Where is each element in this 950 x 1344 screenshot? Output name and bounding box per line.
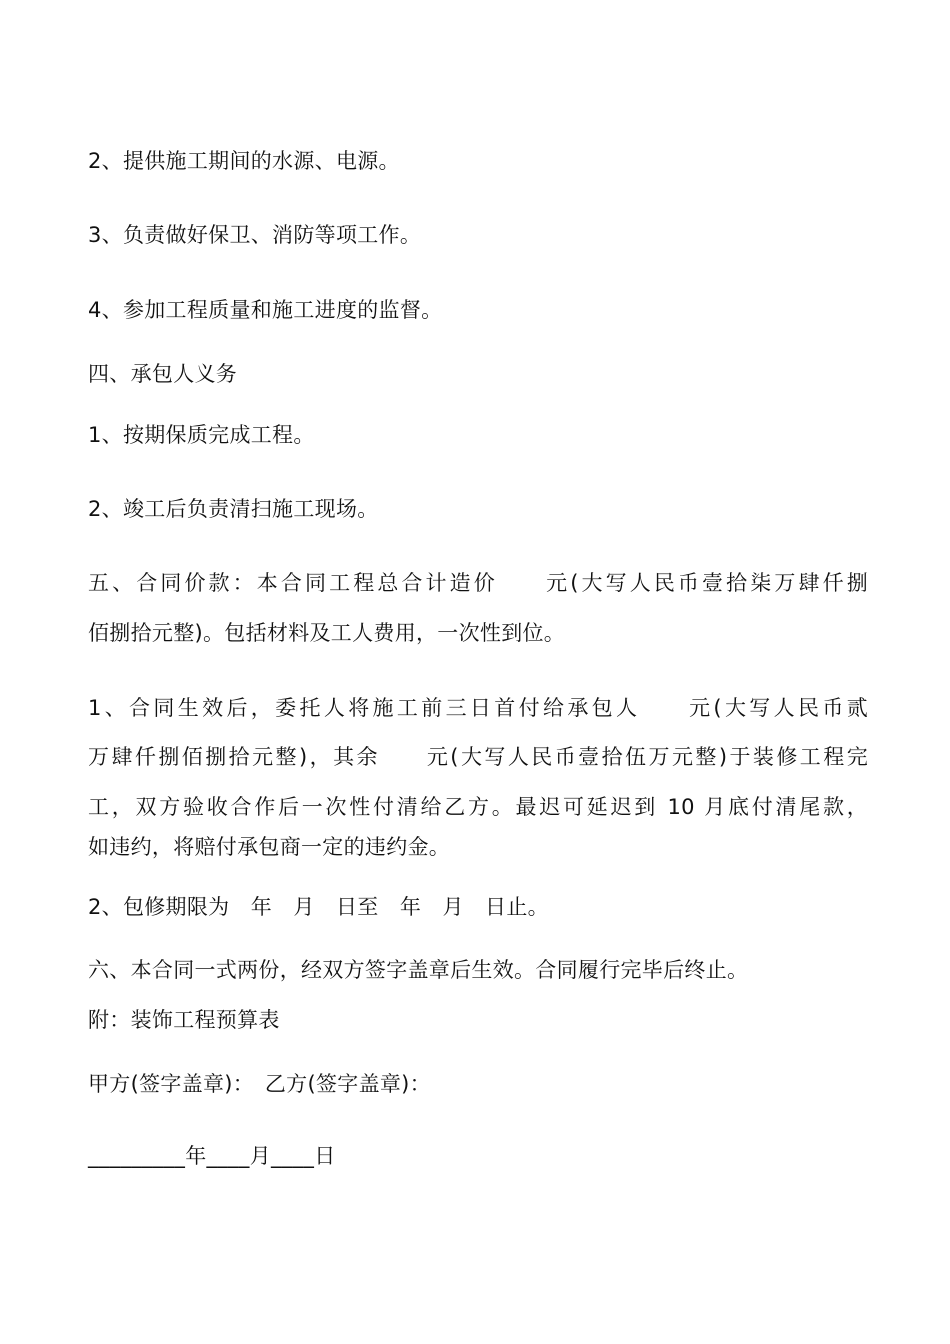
- clause-client-duty-3: 3、负责做好保卫、消防等项工作。: [88, 223, 422, 247]
- clause-contractor-duty-1: 1、按期保质完成工程。: [88, 423, 315, 447]
- attachment-note: 附：装饰工程预算表: [88, 1008, 280, 1032]
- clause-payment-1-line-1: 1、合同生效后，委托人将施工前三日首付给承包人 元(大写人民币贰: [88, 696, 868, 720]
- clause-payment-1-line-2: 万肆仟捌佰捌拾元整)，其余 元(大写人民币壹拾伍万元整)于装修工程完: [88, 745, 868, 769]
- clause-client-duty-2: 2、提供施工期间的水源、电源。: [88, 149, 400, 173]
- section-heading-contract-price: 五、合同价款：本合同工程总合计造价 元(大写人民币壹拾柒万肆仟捌: [88, 571, 868, 595]
- signature-date: _________年____月____日: [88, 1144, 336, 1168]
- section-heading-copies: 六、本合同一式两份，经双方签字盖章后生效。合同履行完毕后终止。: [88, 958, 749, 982]
- clause-client-duty-4: 4、参加工程质量和施工进度的监督。: [88, 298, 443, 322]
- clause-warranty-period: 2、包修期限为 年 月 日至 年 月 日止。: [88, 895, 549, 919]
- clause-contractor-duty-2: 2、竣工后负责清扫施工现场。: [88, 497, 379, 521]
- signature-parties: 甲方(签字盖章)： 乙方(签字盖章)：: [88, 1072, 431, 1096]
- clause-payment-1-line-3: 工，双方验收合作后一次性付清给乙方。最迟可延迟到 10 月底付清尾款，: [88, 795, 868, 819]
- contract-price-continued: 佰捌拾元整)。包括材料及工人费用，一次性到位。: [88, 621, 566, 645]
- section-heading-contractor-duties: 四、承包人义务: [88, 362, 238, 386]
- clause-payment-1-line-4: 如违约，将赔付承包商一定的违约金。: [88, 835, 451, 859]
